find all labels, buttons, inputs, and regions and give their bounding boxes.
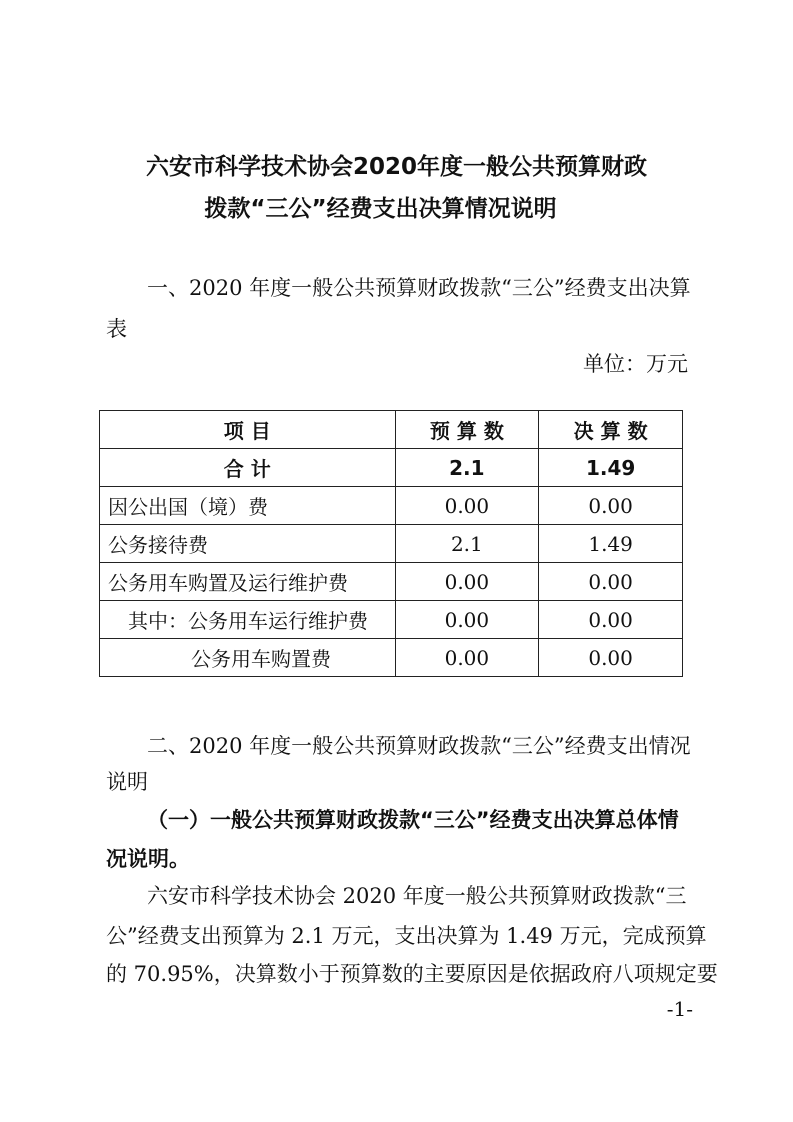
table-row-total xyxy=(100,449,683,487)
table-row xyxy=(100,525,683,563)
table-row xyxy=(100,639,683,677)
subsection-1-heading: （一）一般公共预算财政拨款“三公”经费支出决算总体情 xyxy=(147,808,679,832)
body-paragraph-line: 公”经费支出预算为 2.1 万元，支出决算为 1.49 万元，完成预算 xyxy=(106,924,707,948)
section-1-heading-continued: 表 xyxy=(106,317,127,341)
table-row xyxy=(100,563,683,601)
row-label: 公务接待费 xyxy=(100,525,396,563)
row-label: 公务用车购置费 xyxy=(100,639,396,677)
row-label: 公务用车购置及运行维护费 xyxy=(100,563,396,601)
body-paragraph-line: 六安市科学技术协会 2020 年度一般公共预算财政拨款“三 xyxy=(147,884,687,908)
row-label: 其中：公务用车运行维护费 xyxy=(100,601,396,639)
page-number: -1- xyxy=(666,997,693,1021)
budget-value: 2.1 xyxy=(395,449,539,487)
final-value: 0.00 xyxy=(539,487,683,525)
row-label: 合 计 xyxy=(100,449,396,487)
budget-value: 0.00 xyxy=(395,563,539,601)
final-value: 0.00 xyxy=(539,563,683,601)
document-title-line-2: 拨款“三公”经费支出决算情况说明 xyxy=(204,196,557,222)
unit-label: 单位：万元 xyxy=(583,352,688,376)
row-label: 因公出国（境）费 xyxy=(100,487,396,525)
header-item: 项 目 xyxy=(100,411,396,449)
final-value: 0.00 xyxy=(539,639,683,677)
table-row xyxy=(100,601,683,639)
budget-value: 0.00 xyxy=(395,487,539,525)
header-final-account: 决 算 数 xyxy=(539,411,683,449)
budget-value: 0.00 xyxy=(395,601,539,639)
section-2-heading: 二、2020 年度一般公共预算财政拨款“三公”经费支出情况 xyxy=(147,734,691,758)
final-value: 1.49 xyxy=(539,449,683,487)
section-2-heading-continued: 说明 xyxy=(106,770,148,794)
document-title-line-1: 六安市科学技术协会2020年度一般公共预算财政 xyxy=(145,154,647,180)
header-budget: 预 算 数 xyxy=(395,411,539,449)
budget-value: 0.00 xyxy=(395,639,539,677)
budget-value: 2.1 xyxy=(395,525,539,563)
body-paragraph-line: 的 70.95%，决算数小于预算数的主要原因是依据政府八项规定要 xyxy=(106,962,718,986)
final-value: 0.00 xyxy=(539,601,683,639)
table-header-row xyxy=(100,411,683,449)
final-value: 1.49 xyxy=(539,525,683,563)
table-row xyxy=(100,487,683,525)
section-1-heading: 一、2020 年度一般公共预算财政拨款“三公”经费支出决算 xyxy=(147,276,691,300)
expenditure-table xyxy=(99,410,683,677)
subsection-1-heading-continued: 况说明。 xyxy=(106,847,190,871)
